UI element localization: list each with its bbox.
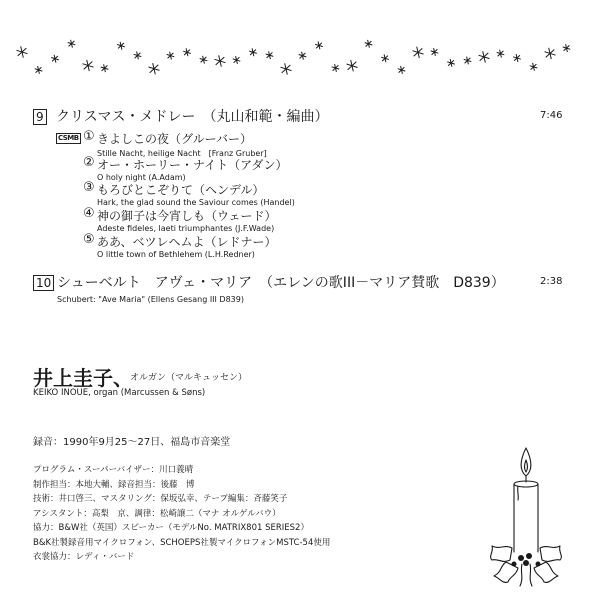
subtrack-number: ② (83, 155, 95, 170)
candle-icon (466, 440, 586, 590)
star-icon (545, 48, 556, 59)
star-icon (398, 66, 406, 74)
performer-instrument: オルガン（マルキュッセン） (130, 373, 248, 383)
star-icon (530, 63, 538, 71)
star-icon (464, 57, 472, 65)
subtrack-number: ④ (83, 206, 95, 221)
star-icon (249, 48, 257, 56)
track-duration: 7:46 (540, 110, 563, 121)
track-duration: 2:38 (540, 276, 563, 287)
star-icon (167, 52, 175, 60)
performer-name: 井上圭子、 (33, 366, 133, 390)
star-icon (315, 42, 323, 50)
track-english: Schubert: "Ave Maria" (Ellens Gesang III D839) (57, 295, 244, 304)
star-icon (266, 51, 274, 59)
subtrack-english: Stille Nacht, heilige Nacht [Franz Gruber] (97, 149, 267, 158)
subtrack-english: Adeste fideles, laeti triumphantes (J.F.Wade) (97, 224, 275, 233)
star-icon (134, 52, 142, 60)
star-icon (365, 40, 373, 48)
star-icon (347, 60, 358, 71)
credit-line: 制作担当：本地大輔、録音担当：後藤 博 (33, 479, 195, 490)
subtrack-title: きよしこの夜（グルーバー） (97, 132, 253, 146)
track-number: 10 (33, 275, 54, 291)
star-icon (497, 50, 505, 58)
subtrack-title: もろびとこぞりて（ヘンデル） (97, 183, 265, 197)
star-icon (215, 55, 226, 66)
star-icon (233, 56, 241, 64)
star-border-decoration (0, 0, 600, 90)
subtrack-title: ああ、ベツレヘムよ（レドナー） (97, 235, 277, 249)
subtrack-title: 神の御子は今宵しも（ウェード） (97, 209, 277, 223)
star-icon (51, 55, 59, 63)
star-icon (281, 63, 292, 74)
star-icon (200, 56, 208, 64)
credit-line: B&K社製録音用マイクロフォン、SCHOEPS社製マイクロフォンMSTC-54使用 (33, 537, 331, 548)
subtrack-number: ⑤ (83, 232, 95, 247)
track-number: 9 (33, 109, 47, 125)
star-icon (117, 42, 125, 50)
star-icon (183, 48, 191, 56)
subtrack-title: オー・ホーリー・ナイト（アダン） (97, 158, 288, 172)
credit-line: アシスタント：高梨 京、調律：松崎譲二（マナ オルゲルバウ） (33, 508, 281, 519)
star-icon (479, 51, 490, 62)
subtrack-english: O little town of Bethlehem (L.H.Redner) (97, 250, 255, 259)
track-title: クリスマス・メドレー （丸山和範・編曲） (56, 109, 329, 125)
star-icon (83, 60, 94, 71)
subtrack-english: O holy night (A.Adam) (97, 173, 186, 182)
star-icon (68, 40, 76, 48)
star-icon (101, 64, 109, 72)
subtrack-number: ① (83, 129, 95, 144)
credit-line: プログラム・スーパーバイザー：川口義晴 (33, 465, 194, 475)
credit-line: 技術：井口啓三、マスタリング：保坂弘幸、テープ編集：斉藤笑子 (33, 494, 288, 504)
star-icon (513, 54, 521, 62)
star-icon (35, 66, 43, 74)
credit-line: 協力：B&W社（英国）スピーカー（モデルNo. MATRIX801 SERIES2） (33, 523, 309, 533)
recording-info: 録音：1990年9月25〜27日、福島市音楽堂 (33, 437, 231, 448)
star-icon (332, 64, 340, 72)
star-icon (413, 47, 424, 58)
star-icon (299, 52, 307, 60)
stereo-badge: CSMB (58, 134, 79, 142)
subtrack-number: ③ (83, 180, 95, 195)
star-icon (447, 59, 455, 67)
credit-line: 衣裳協力：レディ・バード (33, 552, 135, 562)
star-icon (431, 48, 439, 56)
subtrack-english: Hark, the glad sound the Saviour comes (Handel) (97, 198, 295, 207)
track-title: シューベルト アヴェ・マリア （エレンの歌III－マリア賛歌 D839） (57, 275, 505, 291)
star-icon (563, 44, 571, 52)
star-icon (149, 63, 160, 74)
credits-block (33, 463, 330, 565)
star-icon (17, 46, 28, 57)
performer-english: KEIKO INOUE, organ (Marcussen & Søns) (33, 388, 206, 398)
star-icon (381, 54, 389, 62)
